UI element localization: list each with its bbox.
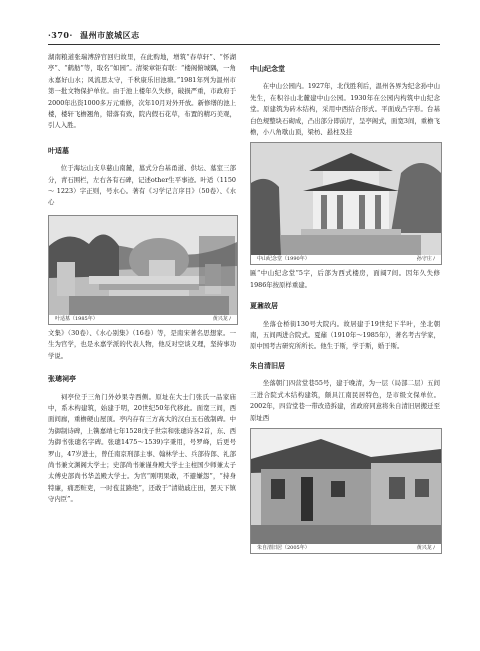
photo2-credit: 孙守庄 / <box>416 256 435 263</box>
photo1-caption-bar <box>49 315 237 324</box>
ye-shi-paragraph-cont: 文集》（30卷）、《水心别集》（16卷）等，是南宋著名思想家。一生为官学，也是永嘉学派的代表人物，他反对空谈义理，坚持事功学说。 <box>48 328 236 360</box>
intro-paragraph: 湖南粮道张瑞溥辞官回归故里，在此购地，增筑“春草轩”、“怀湖亭”、“鹤舫”等，取名“如园”。清梁章钜有联：“楼阁俯城隅，一角永嘉好山水；风流思太守，千秋康乐旧池塘。”1981年列为温州市第一批文物保护单位。由于池上楼年久失修，破损严重，市政府于2000年出资1000多万元重修，次年10月对外开放。新修缮的池上楼，楼轩飞檐翘角，错落有致，院内假石花草，布置的精巧美观，引人入胜。 <box>48 53 236 130</box>
heading-xia-nai-residence: 夏鼐故居 <box>250 302 278 311</box>
page-number: ·370· <box>48 30 73 40</box>
photo-zhu-ziqing-residence <box>250 428 442 554</box>
zhu-ziqing-paragraph: 坐落朝门四营堂巷55号，建于晚清，为一层（局部二层）五间三进合院式木结构建筑，颇具江南民居特色，是市级文保单位。2002年，四营堂巷一带改造拆建，省政府同意将朱自清旧居搬迁至原址西 <box>250 379 440 422</box>
right-column <box>250 52 440 554</box>
photo-ye-shi-tomb <box>48 215 238 325</box>
ye-shi-paragraph: 位于海坛山支阜慈山南麓，墓式分台基甬道、供坛、墓室三部分，青石围栏，左右各有石碑，记述other生平事迹。叶适（1150 ～ 1223）字正则，号水心。著有《习学记言序目》（50卷）、《水心 <box>48 164 236 207</box>
heading-zhu-ziqing-residence: 朱自清旧居 <box>250 361 285 370</box>
photo1-credit: 黄兴龙 / <box>212 315 231 322</box>
hall-image <box>251 143 441 255</box>
running-header <box>48 30 248 41</box>
heading-zhang-cong-pavilion: 张璁祠亭 <box>48 375 76 384</box>
tomb-image <box>49 216 237 315</box>
photo1-caption: 叶适墓（1985年） <box>55 315 98 322</box>
book-title: 温州市旅城区志 <box>80 30 140 40</box>
photo3-caption: 朱自清旧居（2005年） <box>257 544 310 551</box>
sun-yatsen-paragraph-cont: 匾“中山纪念堂”5字，后部为西式楼房，面阔7间。因年久失修1986年按原样重建。 <box>250 269 440 289</box>
zhang-cong-paragraph: 祠亭位于三角门外妙果寺西侧。原址在大士门张氏一品家庙中，系木构建筑，始建于明，20世纪50年代移此。面宽三间，西面间廊，重檐硬山屋顶。亭内存有三方高大的汉白玉石戗制碑。中为御制诗碑，上镌嘉靖七年1528戊子世宗和张璁诗各2首，东、西为御书张璁名字碑。张璁1475～1539)字秉用，号罗峰，后更号罗山，47岁进士，曾任南京刑部主事、翰林学士、兵部侍郎、礼部尚书兼文渊阁大学士；史部尚书兼谨身殿大学士主柱国少师兼太子太傅史部尚书华盖殿大学士。为官“刚明果敢，不避嫌怨”，“持身特廉，痛恶赃吏，一时苞苴路绝”，还敢于“清勋戚庄田，罢天下镇守内臣”。 <box>48 392 236 504</box>
residence-image <box>251 429 441 544</box>
header-rule <box>48 44 440 45</box>
photo2-caption: 中山纪念堂（1990年） <box>257 256 310 263</box>
left-column <box>48 52 236 506</box>
heading-ye-shi-tomb: 叶适墓 <box>48 146 69 155</box>
heading-sun-yatsen-hall: 中山纪念堂 <box>250 65 285 73</box>
sun-yatsen-paragraph: 在中山公园内。1927年，北伐胜利后，温州各界为纪念孙中山先生，在积谷山北麓建中山公园。1930年在公园内构筑中山纪念堂。原建筑为砖木结构，采用中西结合形式。平面成凸字形。台基白色规整块石砌成，凸出部分即前厅，呈亭阁式，面宽3间，重檐飞檐，小八角歇山顶，梁枋、悬柱及挂 <box>250 82 440 137</box>
photo3-caption-bar <box>251 544 441 553</box>
photo3-credit: 黄兴龙 / <box>416 544 435 551</box>
photo2-caption-bar <box>251 255 441 264</box>
xia-nai-paragraph: 坐落仓桥街130号大院内。故居建于19世纪下半叶，坐北朝南，五间两进合院式。夏鼐（1910年～1985年），著名考古学家，原中国考古研究所所长。他生于斯，学于斯，婚于斯。 <box>250 319 440 351</box>
photo-sun-yatsen-hall <box>250 142 442 265</box>
